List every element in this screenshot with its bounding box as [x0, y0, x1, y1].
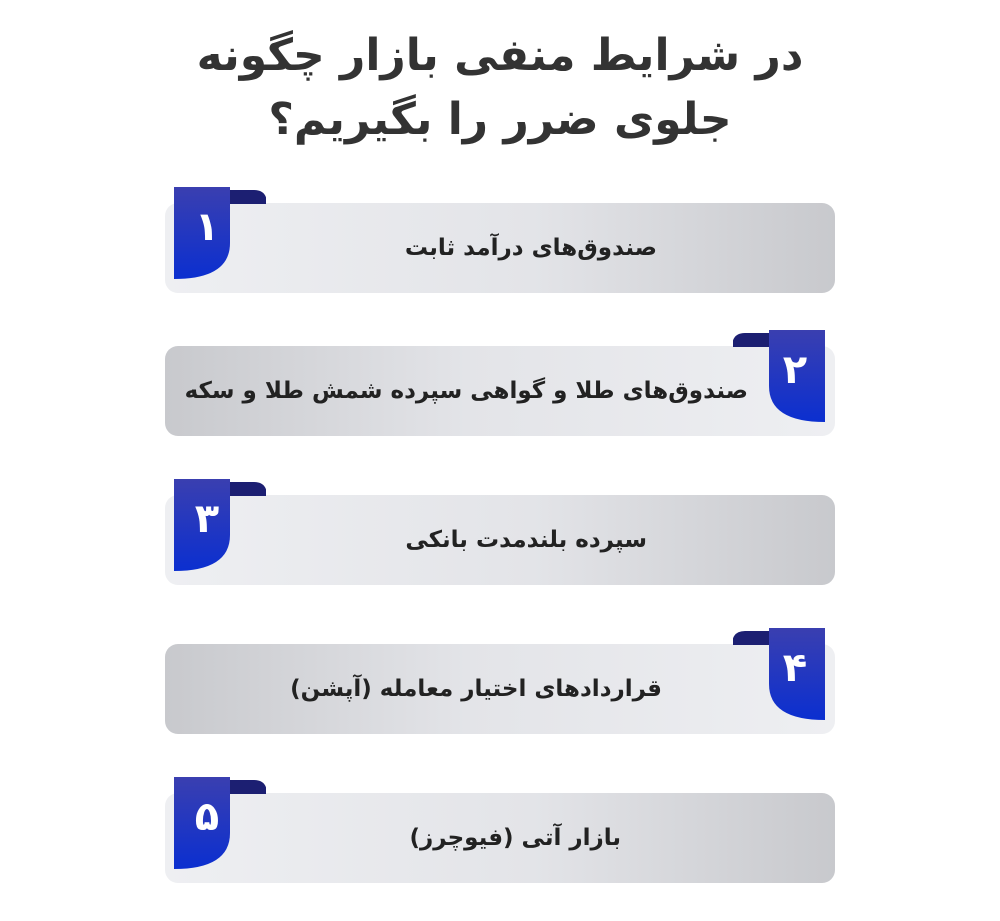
- item-5-number: ۵: [194, 794, 220, 840]
- item-2-label: صندوق‌های طلا و گواهی سپرده شمش طلا و سکه: [184, 378, 748, 404]
- page-title: [0, 24, 1000, 152]
- item-5-label: بازار آتی (فیوچرز): [409, 825, 621, 851]
- item-4-label: قراردادهای اختیار معامله (آپشن): [290, 676, 662, 702]
- item-1-label: صندوق‌های درآمد ثابت: [404, 235, 657, 261]
- title-line-1: در شرایط منفی بازار چگونه: [196, 30, 804, 81]
- number-ribbon-2: [733, 330, 825, 422]
- item-2-number: ۲: [782, 347, 808, 393]
- number-ribbon-3: [174, 479, 266, 571]
- item-1-number: ۱: [194, 204, 220, 250]
- item-3-number: ۳: [194, 496, 220, 542]
- item-3-label: سپرده بلندمدت بانکی: [405, 527, 647, 553]
- number-ribbon-5: [174, 777, 266, 869]
- number-ribbon-1: [174, 187, 266, 279]
- title-line-2: جلوی ضرر را بگیریم؟: [268, 94, 732, 145]
- item-4-number: ۴: [782, 645, 808, 691]
- number-ribbon-4: [733, 628, 825, 720]
